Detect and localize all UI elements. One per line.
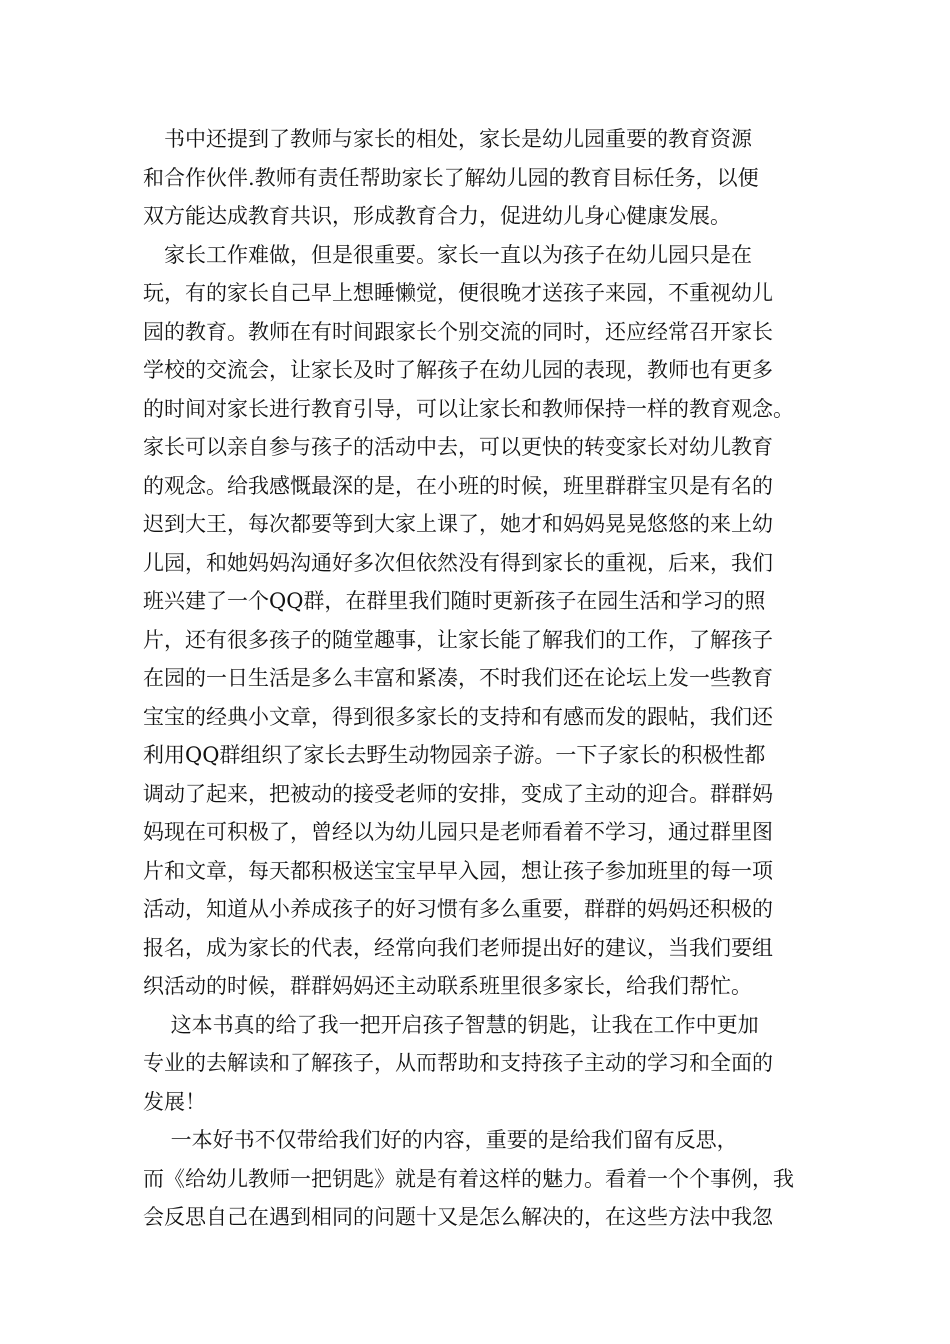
text-line: 利用QQ群组织了家长去野生动物园亲子游。一下子家长的积极性都 xyxy=(143,743,766,767)
text-line: 的时间对家长进行教育引导，可以让家长和教师保持一样的教育观念。 xyxy=(143,396,794,421)
text-line: 的观念。给我感慨最深的是，在小班的时候，班里群群宝贝是有名的 xyxy=(143,473,773,498)
text-line: 一本好书不仅带给我们好的内容，重要的是给我们留有反思， xyxy=(143,1128,738,1152)
text-line: 妈现在可积极了，曾经以为幼儿园只是老师看着不学习，通过群里图 xyxy=(143,820,773,844)
text-line: 发展！ xyxy=(143,1089,206,1114)
text-line: 在园的一日生活是多么丰富和紧凑，不时我们还在论坛上发一些教育 xyxy=(143,666,773,690)
text-line: 班兴建了一个QQ群，在群里我们随时更新孩子在园生活和学习的照 xyxy=(143,589,766,613)
text-line: 专业的去解读和了解孩子，从而帮助和支持孩子主动的学习和全面的 xyxy=(143,1051,773,1075)
text-line: 宝宝的经典小文章，得到很多家长的支持和有感而发的跟帖，我们还 xyxy=(143,704,773,729)
text-line: 织活动的时候，群群妈妈还主动联系班里很多家长，给我们帮忙。 xyxy=(143,974,752,998)
text-line: 片和文章，每天都积极送宝宝早早入园，想让孩子参加班里的每一项 xyxy=(143,858,773,883)
text-line: 和合作伙伴.教师有责任帮助家长了解幼儿园的教育目标任务，以便 xyxy=(143,165,759,190)
text-line: 玩，有的家长自己早上想睡懒觉，便很晚才送孩子来园，不重视幼儿 xyxy=(143,281,773,305)
text-line: 家长可以亲自参与孩子的活动中去，可以更快的转变家长对幼儿教育 xyxy=(143,435,773,459)
text-line: 学校的交流会，让家长及时了解孩子在幼儿园的表现，教师也有更多 xyxy=(143,358,773,382)
text-line: 迟到大王，每次都要等到大家上课了，她才和妈妈晃晃悠悠的来上幼 xyxy=(143,512,773,536)
text-line: 儿园，和她妈妈沟通好多次但依然没有得到家长的重视，后来，我们 xyxy=(143,550,773,575)
text-line: 活动，知道从小养成孩子的好习惯有多么重要，群群的妈妈还积极的 xyxy=(143,897,773,921)
text-line: 双方能达成教育共识，形成教育合力，促进幼儿身心健康发展。 xyxy=(143,204,731,228)
text-line: 这本书真的给了我一把开启孩子智慧的钥匙，让我在工作中更加 xyxy=(143,1012,759,1037)
text-line: 家长工作难做，但是很重要。家长一直以为孩子在幼儿园只是在 xyxy=(143,242,752,267)
text-line: 报名，成为家长的代表，经常向我们老师提出好的建议，当我们要组 xyxy=(143,935,773,960)
text-line: 书中还提到了教师与家长的相处，家长是幼儿园重要的教育资源 xyxy=(143,127,752,151)
text-line: 会反思自己在遇到相同的问题十又是怎么解决的，在这些方法中我忽 xyxy=(143,1205,773,1229)
body-text xyxy=(143,120,823,1237)
text-line: 园的教育。教师在有时间跟家长个别交流的同时，还应经常召开家长 xyxy=(143,319,773,344)
text-line: 片，还有很多孩子的随堂趣事，让家长能了解我们的工作，了解孩子 xyxy=(143,627,773,652)
text-line: 调动了起来，把被动的接受老师的安排，变成了主动的迎合。群群妈 xyxy=(143,781,773,806)
text-line: 而《给幼儿教师一把钥匙》就是有着这样的魅力。看着一个个事例，我 xyxy=(143,1166,794,1191)
